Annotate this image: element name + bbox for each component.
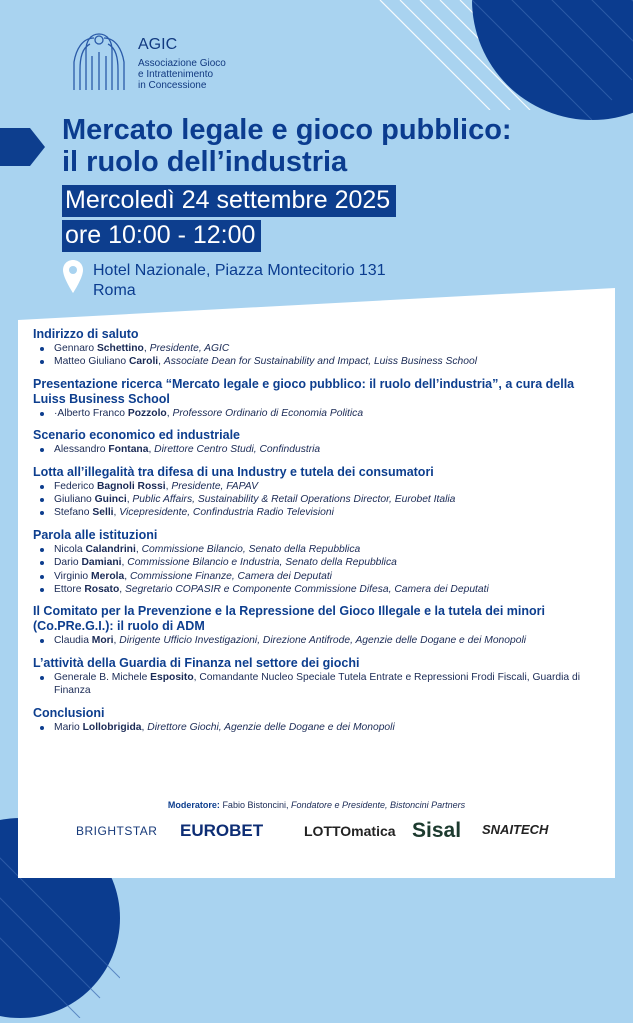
separator: , [166, 407, 173, 419]
speaker-role: Commissione Bilancio, Senato della Repubblica [141, 543, 361, 555]
moderator-line: Moderatore: Fabio Bistoncini, Fondatore e Presidente, Bistoncini Partners [167, 800, 466, 810]
speaker-item [54, 407, 603, 420]
speaker-list [33, 721, 603, 734]
section-title: Indirizzo di saluto [33, 327, 139, 341]
section-title: Scenario economico ed industriale [33, 428, 241, 443]
logo-subtitle-line: Associazione Gioco [138, 58, 226, 69]
speaker-surname: Lollobrigida [82, 721, 142, 733]
speaker-item [54, 480, 603, 493]
separator: , [143, 343, 150, 354]
section-title: Presentazione ricerca “Mercato legale e gioco pubblico: il ruolo dell’industria”, a cura della Luiss Business School [33, 376, 575, 406]
speaker-surname: Rosato [84, 584, 120, 596]
top-right-circle-decoration [472, 0, 633, 120]
speaker-list [33, 480, 603, 520]
speaker-first-name: Matteo Giuliano [54, 356, 129, 368]
event-date: Mercoledì 24 settembre 2025 [62, 185, 396, 217]
sponsor-eurobet-logo: EUROBET [180, 821, 264, 840]
separator: , [135, 543, 142, 555]
moderator-name: Fabio Bistoncini [222, 800, 286, 810]
speaker-list [33, 671, 603, 698]
arrow-decoration [0, 128, 45, 166]
speaker-item [54, 721, 603, 734]
speaker-first-name: Nicola [54, 543, 86, 555]
program-section [33, 465, 603, 520]
separator: , [165, 480, 172, 492]
speaker-first-name: Giuliano [54, 494, 95, 506]
speaker-item [54, 355, 603, 368]
speaker-first-name: Virginio [54, 570, 92, 582]
logo-subtitle-line: in Concessione [138, 80, 207, 91]
speaker-item [54, 556, 603, 569]
speaker-surname: Guinci [94, 494, 127, 506]
logo-subtitle [138, 58, 248, 91]
section-title: L’attività della Guardia di Finanza nel settore dei giochi [33, 655, 360, 670]
speaker-list [33, 342, 603, 369]
program-section [33, 377, 603, 420]
speaker-item [54, 342, 603, 355]
sponsor-sisal-logo: Sisal [412, 819, 462, 842]
speaker-surname: Bagnoli Rossi [96, 480, 166, 492]
speaker-item [54, 570, 603, 583]
speaker-item [54, 506, 603, 519]
speaker-surname: Pozzolo [127, 407, 167, 419]
location-pin-icon [62, 259, 84, 295]
title-line: il ruolo dell’industria [62, 146, 348, 178]
speaker-first-name: Ettore [54, 584, 85, 596]
moderator-label: Moderatore: [167, 800, 220, 810]
speaker-item [54, 671, 603, 698]
speaker-surname: Esposito [150, 671, 194, 683]
separator: , [124, 570, 130, 582]
speaker-surname: Mori [91, 635, 114, 647]
program-section [33, 327, 603, 369]
speaker-role: Presidente, AGIC [149, 343, 230, 354]
separator: , [158, 356, 164, 368]
speaker-first-name: Gennaro [54, 343, 97, 354]
sponsor-lottomatica-logo: LOTTOmatica [304, 823, 396, 839]
separator: , [148, 444, 155, 456]
sponsor-brightstar-logo: BRIGHTSTAR [76, 824, 158, 838]
section-title: Conclusioni [33, 705, 105, 720]
speaker-surname: Damiani [81, 557, 122, 569]
separator: , [126, 494, 133, 506]
event-venue [93, 261, 386, 301]
venue-line: Hotel Nazionale, Piazza Montecitorio 131 [93, 262, 386, 279]
separator: , [119, 584, 125, 596]
speaker-item [54, 543, 603, 556]
section-title: Lotta all’illegalità tra difesa di una Industry e tutela dei consumatori [33, 464, 434, 479]
agic-eagle-logo-icon [68, 30, 130, 94]
speaker-role: Vicepresidente, Confindustria Radio Televisioni [119, 507, 334, 519]
speaker-role: Professore Ordinario di Economia Politica [172, 407, 364, 419]
speaker-role: Segretario COPASIR e Componente Commissione Difesa, Camera dei Deputati [124, 584, 489, 596]
speaker-item [54, 493, 603, 506]
section-title: Parola alle istituzioni [33, 527, 158, 542]
speaker-list [33, 443, 603, 456]
program-section [33, 604, 603, 647]
speaker-list [33, 543, 603, 597]
speaker-role: Associate Dean for Sustainability and Impact, Luiss Business School [163, 356, 477, 368]
section-title: Il Comitato per la Prevenzione e la Repressione del Gioco Illegale e la tutela dei minori (Co.PRe.G.I.): il ruolo di ADM [33, 604, 545, 634]
separator: , [113, 507, 120, 519]
speaker-first-name: Dario [54, 557, 82, 569]
speaker-role: Dirigente Ufficio Investigazioni, Direzione Antifrode, Agenzie delle Dogane e dei Monopoli [119, 635, 527, 647]
sponsor-snaitech-logo: SNAITECH [482, 822, 549, 837]
sponsor-logos [70, 818, 570, 848]
speaker-first-name: ·Alberto Franco [54, 407, 128, 419]
venue-line: Roma [93, 282, 136, 299]
moderator-role: Fondatore e Presidente, Bistoncini Partners [291, 800, 466, 810]
speaker-item [54, 443, 603, 456]
logo-name: AGIC [138, 36, 178, 53]
speaker-role: Comandante Nucleo Speciale Tutela Entrate e Repressioni Frodi Fiscali, Guardia di Finanza [54, 671, 580, 697]
speaker-role: Commissione Finanze, Camera dei Deputati [129, 570, 332, 582]
speaker-surname: Selli [92, 507, 114, 519]
title-line: Mercato legale e gioco pubblico: [62, 114, 512, 146]
event-time: ore 10:00 - 12:00 [62, 220, 261, 252]
speaker-list [33, 634, 603, 647]
speaker-first-name: Federico [54, 480, 97, 492]
program-section [33, 706, 603, 734]
separator: , [121, 557, 128, 569]
separator: , [141, 721, 148, 733]
speaker-role: Commissione Bilancio e Industria, Senato della Repubblica [127, 557, 397, 569]
speaker-role: Direttore Centro Studi, Confindustria [154, 444, 321, 456]
speaker-item [54, 634, 603, 647]
speaker-role: Public Affairs, Sustainability & Retail Operations Director, Eurobet Italia [132, 494, 456, 506]
speaker-surname: Fontana [108, 444, 149, 456]
speaker-list [33, 407, 603, 420]
separator: , [193, 671, 200, 683]
program-list [33, 327, 603, 742]
page-title [62, 114, 602, 178]
speaker-surname: Merola [91, 570, 125, 582]
speaker-role: Direttore Giochi, Agenzie delle Dogane e dei Monopoli [147, 721, 395, 733]
speaker-first-name: Stefano [54, 507, 93, 519]
speaker-item [54, 583, 603, 596]
program-section [33, 656, 603, 698]
speaker-role: Presidente, FAPAV [171, 480, 258, 492]
speaker-surname: Schettino [96, 343, 144, 354]
logo-subtitle-line: e Intrattenimento [138, 69, 214, 80]
speaker-first-name: Generale B. Michele [54, 671, 151, 683]
separator: , [113, 635, 120, 647]
speaker-first-name: Claudia [54, 635, 92, 647]
speaker-surname: Caroli [128, 356, 159, 368]
speaker-surname: Calandrini [85, 543, 136, 555]
program-section [33, 428, 603, 456]
speaker-first-name: Mario [54, 721, 83, 733]
program-section [33, 528, 603, 597]
speaker-first-name: Alessandro [54, 444, 109, 456]
